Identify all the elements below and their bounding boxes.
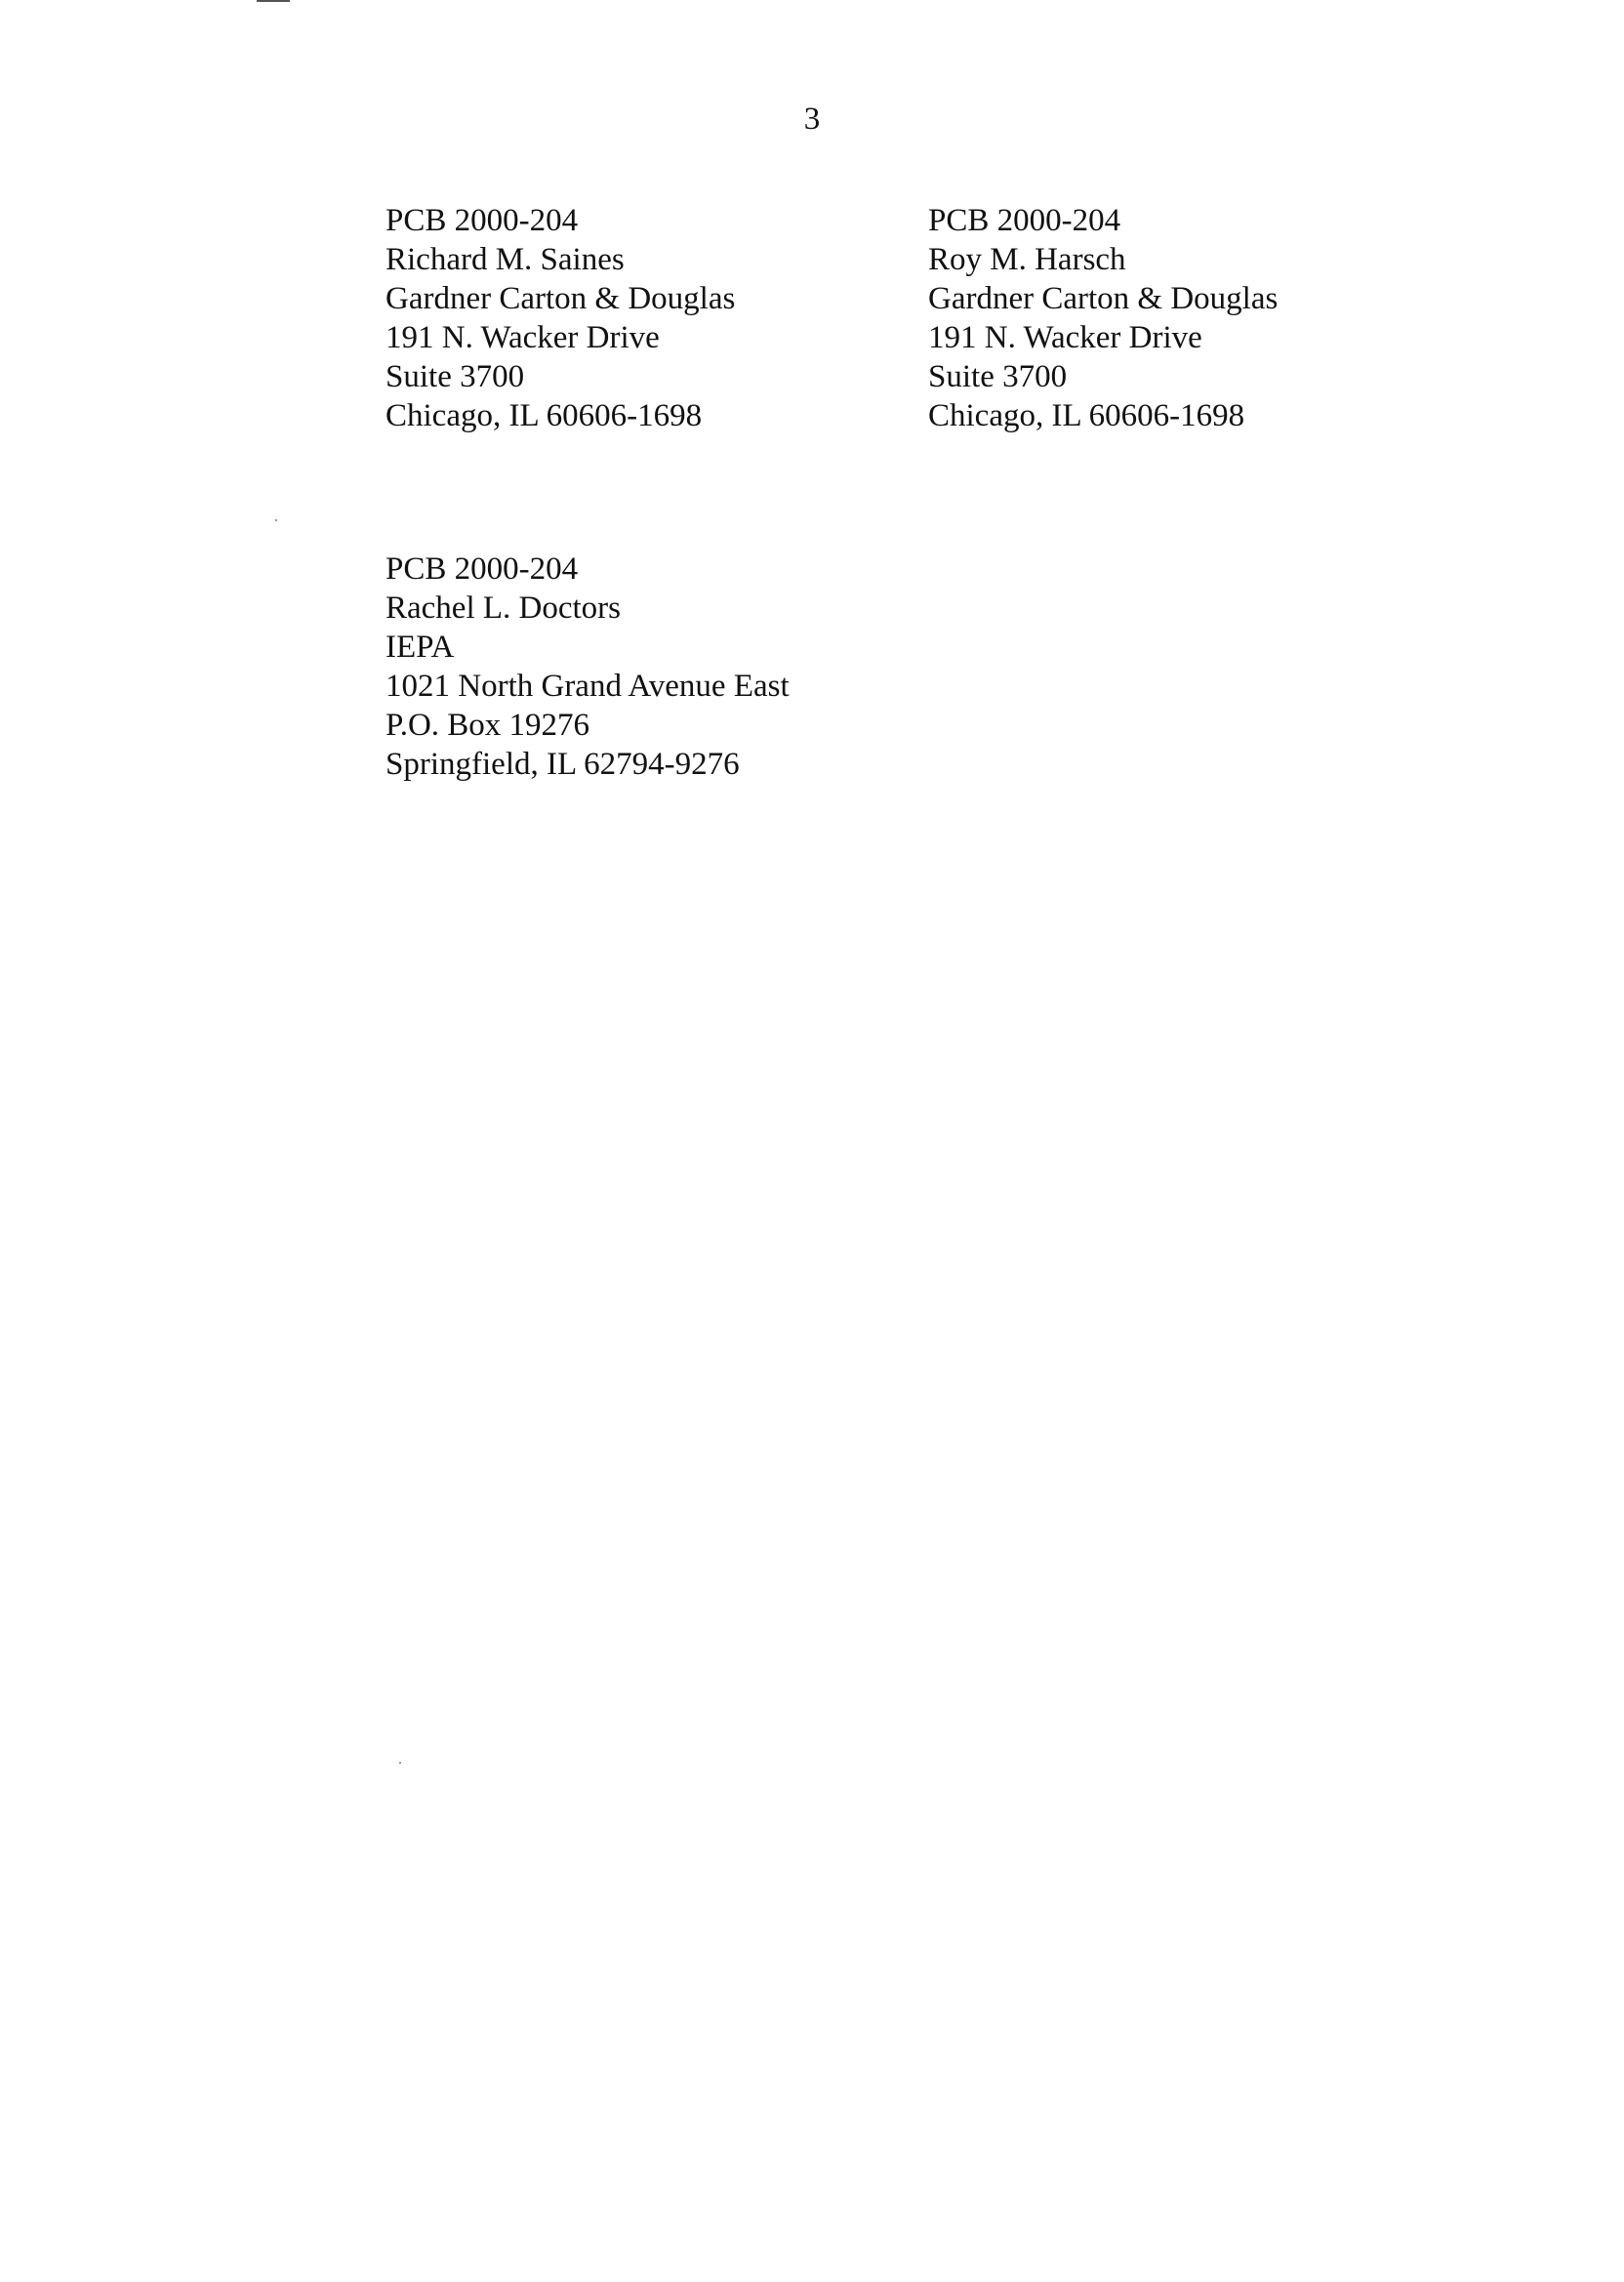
city-state-zip: Chicago, IL 60606-1698 (928, 398, 1245, 433)
case-number: PCB 2000-204 (386, 551, 579, 587)
street-address: 191 N. Wacker Drive (928, 320, 1202, 355)
organization: IEPA (386, 630, 455, 665)
organization: Gardner Carton & Douglas (928, 281, 1279, 316)
recipient-name: Rachel L. Doctors (386, 591, 622, 626)
page-number: 3 (803, 102, 821, 137)
street-address: 191 N. Wacker Drive (386, 320, 660, 355)
suite: Suite 3700 (928, 359, 1068, 394)
street-address: 1021 North Grand Avenue East (386, 669, 790, 704)
po-box: P.O. Box 19276 (386, 708, 590, 743)
city-state-zip: Springfield, IL 62794-9276 (386, 747, 740, 782)
scan-artifact-dot (399, 1762, 401, 1764)
organization: Gardner Carton & Douglas (386, 281, 736, 316)
scan-artifact-dot (275, 519, 277, 521)
address-block-harsch (928, 201, 1278, 435)
suite: Suite 3700 (386, 359, 525, 394)
case-number: PCB 2000-204 (928, 203, 1121, 238)
scan-artifact-mark (257, 0, 290, 2)
recipient-name: Roy M. Harsch (928, 242, 1126, 277)
recipient-name: Richard M. Saines (386, 242, 625, 277)
city-state-zip: Chicago, IL 60606-1698 (386, 398, 703, 433)
case-number: PCB 2000-204 (386, 203, 579, 238)
address-block-saines (386, 201, 735, 435)
address-block-doctors (386, 550, 790, 784)
